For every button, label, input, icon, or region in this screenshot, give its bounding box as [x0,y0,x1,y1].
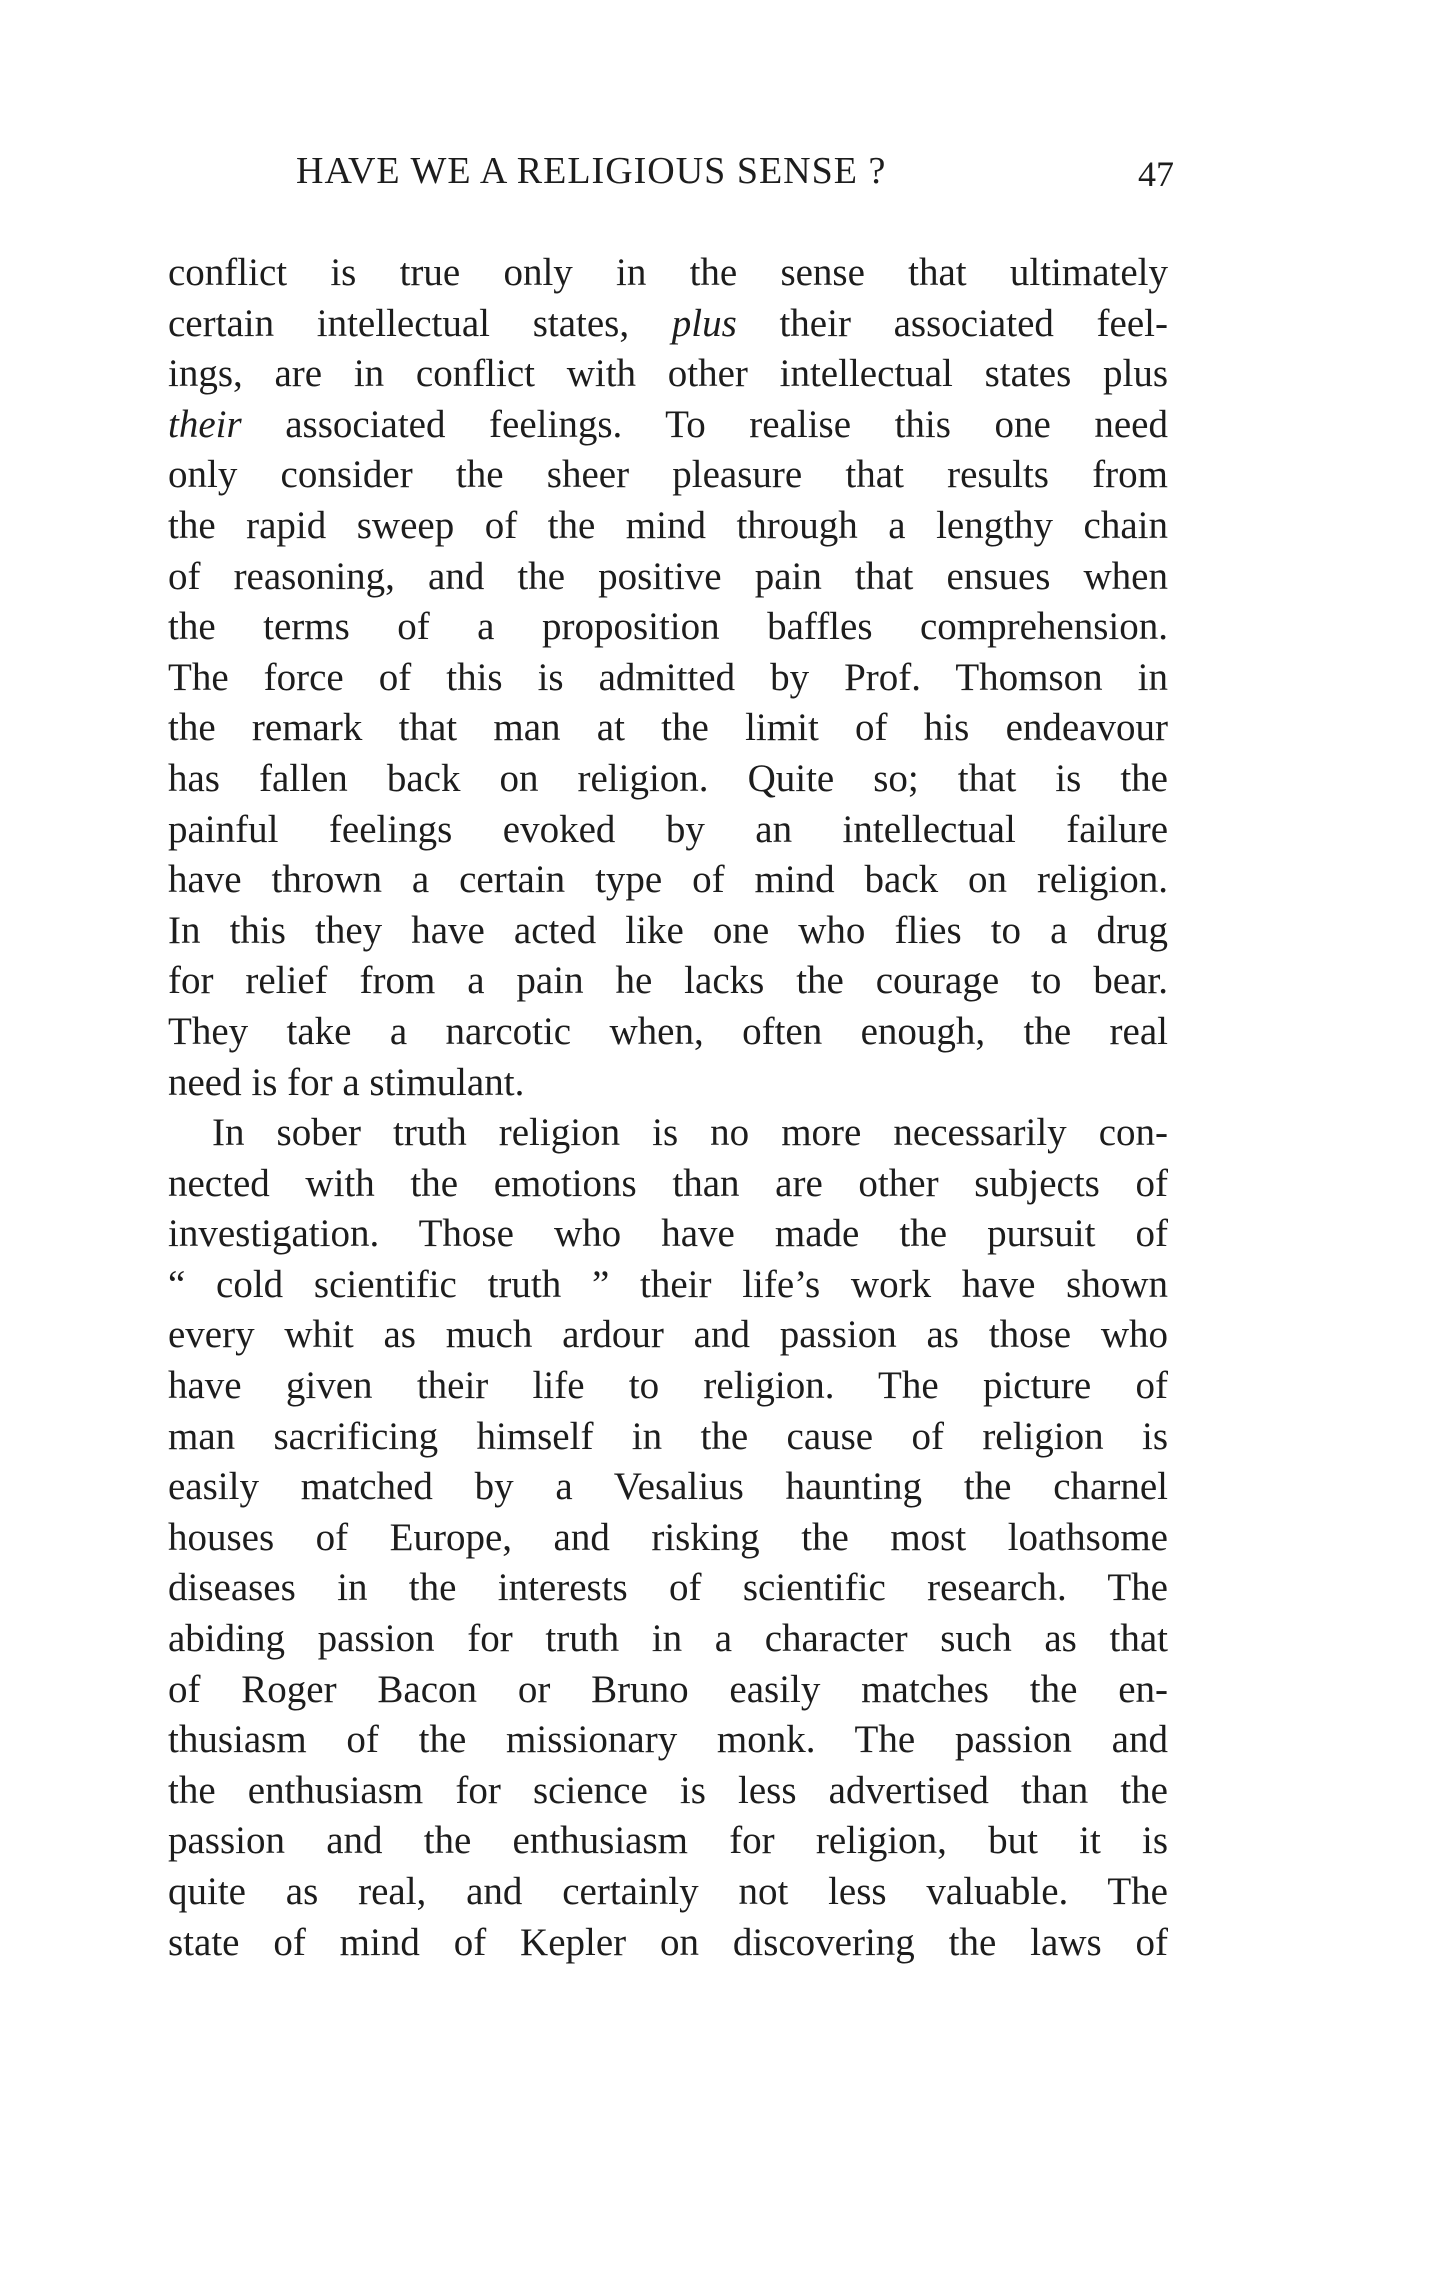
page-number: 47 [1138,154,1174,194]
text-line: state of mind of Kepler on discovering the laws of [168,1920,1168,1964]
text-line: of Roger Bacon or Bruno easily matches the en- [168,1667,1168,1711]
text-line: the rapid sweep of the mind through a lengthy chain [168,503,1168,547]
running-title: HAVE WE A RELIGIOUS SENSE ? [296,150,887,192]
running-head [168,150,1174,210]
text-line: diseases in the interests of scientific research. The [168,1566,1168,1610]
text-line: the remark that man at the limit of his endeavour [168,706,1168,750]
text-line: thusiasm of the missionary monk. The passion and [168,1718,1168,1762]
text-line: abiding passion for truth in a character such as that [168,1617,1168,1661]
text-line: the terms of a proposition baffles comprehension. [168,605,1168,649]
text-line: easily matched by a Vesalius haunting the charnel [168,1465,1168,1509]
text-line: passion and the enthusiasm for religion, but it is [168,1819,1168,1863]
text-line: “ cold scientific truth ” their life’s work have shown [168,1262,1168,1306]
text-line: only consider the sheer pleasure that results from [168,453,1168,497]
text-line: The force of this is admitted by Prof. Thomson in [168,655,1168,699]
text-line: ings, are in conflict with other intellectual states plus [168,352,1168,396]
italic-word: plus [671,301,737,345]
text-line: certain intellectual states, plus their associated feel- [168,301,1168,345]
text-line: houses of Europe, and risking the most loathsome [168,1515,1168,1559]
text-line: of reasoning, and the positive pain that ensues when [168,554,1168,598]
text-line: In this they have acted like one who flies to a drug [168,908,1168,952]
text-line: They take a narcotic when, often enough, the real [168,1009,1168,1053]
text-line: have thrown a certain type of mind back on religion. [168,858,1168,902]
text-line: conflict is true only in the sense that ultimately [168,251,1168,294]
text-line: painful feelings evoked by an intellectual failure [168,807,1168,851]
text-line: investigation. Those who have made the pursuit of [168,1212,1168,1256]
text-line: for relief from a pain he lacks the courage to bear. [168,959,1168,1003]
text-line: man sacrificing himself in the cause of religion is [168,1414,1168,1458]
text-line: has fallen back on religion. Quite so; that is the [168,756,1168,800]
text-line: the enthusiasm for science is less advertised than the [168,1768,1168,1812]
text-line: nected with the emotions than are other subjects of [168,1161,1168,1205]
text-line: their associated feelings. To realise this one need [168,402,1168,446]
text-line: quite as real, and certainly not less valuable. The [168,1870,1168,1913]
body-text [168,248,1168,1968]
text-line: have given their life to religion. The picture of [168,1364,1168,1408]
text-line: every whit as much ardour and passion as those who [168,1313,1168,1357]
italic-word: their [168,402,242,446]
text-line-paragraph-start: In sober truth religion is no more necessarily con- [212,1111,1168,1155]
text-line-paragraph-end: need is for a stimulant. [168,1060,525,1104]
